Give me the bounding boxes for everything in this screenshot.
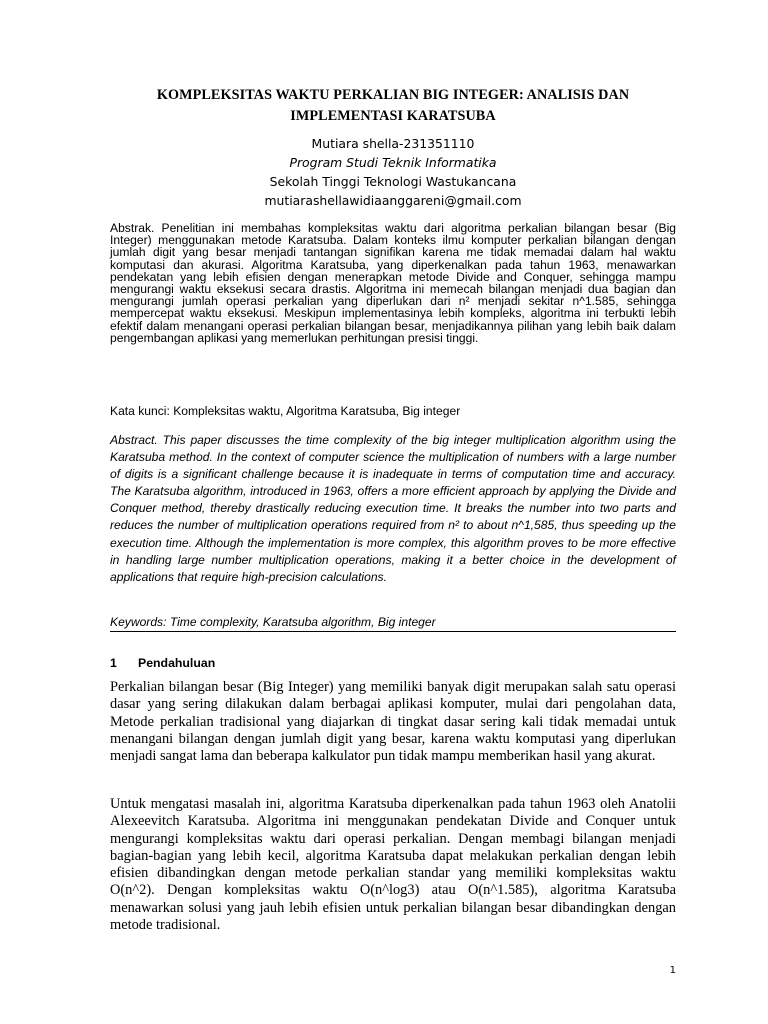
abstract-indonesian: Abstrak. Penelitian ini membahas kompleksitas waktu dari algoritma perkalian bilangan besar (Big Integer) menggunakan metode Karatsuba. Dalam konteks ilmu komputer perkalian bilangan dengan jumlah digit yang besar menjadi tantangan signifikan karena me tidak memadai dalam hal waktu komputasi dan akurasi. Algoritma Karatsuba, yang diperkenalkan pada tahun 1963, menawarkan pendekatan yang lebih efisien dengan menerapkan metode Divide and Conquer, sehingga mampu mengurangi waktu eksekusi secara drastis. Algoritma ini memecah bilangan menjadi dua bagian dan mengurangi jumlah operasi perkalian yang diperlukan dari n² menjadi sekitar n^1.585, sehingga mempercepat waktu eksekusi. Meskipun implementasinya lebih kompleks, algoritma ini terbukti lebih efektif dalam menangani operasi perkalian bilangan besar, menjadikannya pilihan yang lebih baik dalam pengembangan aplikasi yang memerlukan perhitungan presisi tinggi. bbox=[110, 221, 676, 345]
section-heading bbox=[110, 655, 676, 671]
abstract-english: Abstract. This paper discusses the time complexity of the big integer multiplication algorithm using the Karatsuba method. In the context of computer science the multiplication of numbers with a large number of digits is a significant challenge because it is inadequate in terms of computation time and accuracy. The Karatsuba algorithm, introduced in 1963, offers a more efficient approach by applying the Divide and Conquer method, thereby drastically reducing execution time. It breaks the number into two parts and reduces the number of multiplication operations required from n² to about n^1,585, thus speeding up the execution time. Although the implementation is more complex, this algorithm proves to be more effective in handling large number multiplication operations, making it a better choice in the development of applications that require high-precision calculations. bbox=[110, 433, 676, 584]
author-email: mutiarashellawidiaanggareni@gmail.com bbox=[264, 193, 522, 208]
author-institution: Sekolah Tinggi Teknologi Wastukancana bbox=[269, 174, 517, 189]
body-paragraph-1: Perkalian bilangan besar (Big Integer) yang memiliki banyak digit merupakan salah satu operasi dasar yang sering dilakukan dalam berbagai aplikasi komputer, mulai dari pengolahan data, Metode perkalian tradisional yang diajarkan di tingkat dasar sering kali tidak memadai untuk menangani bilangan dengan jumlah digit yang besar, karena waktu komputasi yang diperlukan menjadi sangat lama dan beberapa kalkulator pun tidak mampu memberikan hasil yang akurat. bbox=[110, 679, 676, 765]
body-paragraph-2: Untuk mengatasi masalah ini, algoritma Karatsuba diperkenalkan pada tahun 1963 oleh Anatolii Alexeevitch Karatsuba. Algoritma ini menggunakan pendekatan Divide and Conquer untuk mengurangi kompleksitas waktu dari operasi perkalian. Dengan membagi bilangan menjadi bagian-bagian yang lebih kecil, algoritma Karatsuba dapat melakukan perkalian dengan lebih efisien dibandingkan dengan metode perkalian standar yang memiliki kompleksitas waktu O(n^2). Dengan kompleksitas waktu O(n^log3) atau O(n^1.585), algoritma Karatsuba menawarkan solusi yang jauh lebih efisien untuk perkalian bilangan besar dibandingkan dengan metode tradisional. bbox=[110, 796, 676, 934]
paper-title: KOMPLEKSITAS WAKTU PERKALIAN BIG INTEGER: ANALISIS DAN IMPLEMENTASI KARATSUBA bbox=[156, 87, 630, 124]
section-title: Pendahuluan bbox=[138, 656, 216, 670]
page-number: 1 bbox=[669, 965, 676, 976]
keywords-indonesian: Kata kunci: Kompleksitas waktu, Algoritma Karatsuba, Big integer bbox=[110, 404, 461, 418]
author-program: Program Studi Teknik Informatika bbox=[289, 155, 497, 170]
author-block bbox=[110, 134, 676, 210]
author-name: Mutiara shella-231351110 bbox=[311, 136, 475, 151]
keywords-english: Keywords: Time complexity, Karatsuba algorithm, Big integer bbox=[110, 615, 676, 632]
section-number: 1 bbox=[110, 656, 117, 670]
